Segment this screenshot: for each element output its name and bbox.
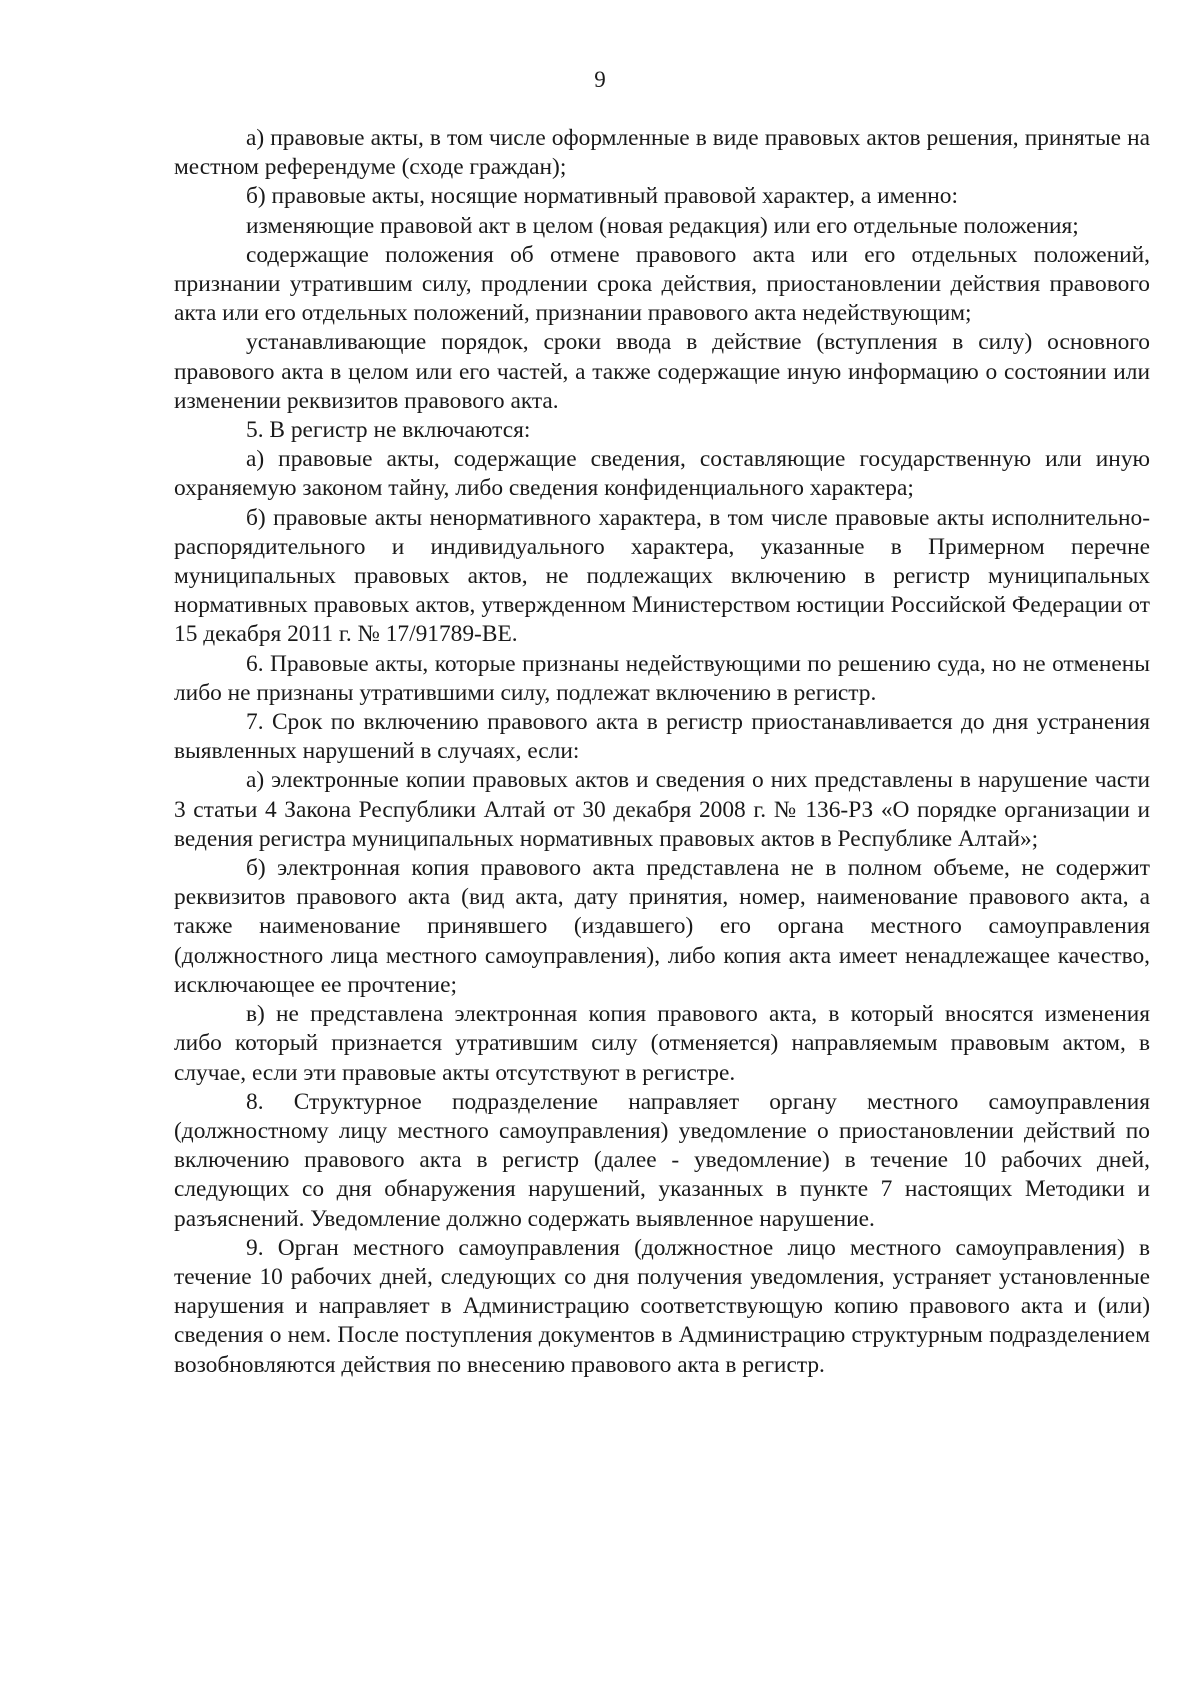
paragraph-7c-missing-copy: в) не представлена электронная копия правового акта, в который вносятся изменения либо который признается утратившим силу (отменяется) направляемым правовым актом, в случае, если эти правовые акты отсутствуют в регистре. [174, 1001, 1150, 1086]
paragraph-1b-normative-acts: б) правовые акты, носящие нормативный правовой характер, а именно: [246, 183, 958, 210]
paragraph-7-suspension: 7. Срок по включению правового акта в регистр приостанавливается до дня устранения выявленных нарушений в случаях, если: [174, 709, 1150, 765]
paragraph-repeal-provisions: содержащие положения об отмене правового акта или его отдельных положений, признании утратившим силу, продлении срока действия, приостановлении действия правового акта или его отдельных положений, признании правового акта недействующим; [174, 241, 1150, 327]
paragraph-5b-non-normative-acts: б) правовые акты ненормативного характера, в том числе правовые акты исполнительно-распорядительного и индивидуального характера, указанные в Примерном перечне муниципальных правовых актов, не подлежащих включению в регистр муниципальных нормативных правовых актов, утвержденном Министерством юстиции Российской Федерации от 15 декабря 2011 г. № 17/91789-ВЕ. [174, 504, 1150, 648]
paragraph-5-heading: 5. В регистр не включаются: [246, 417, 531, 444]
paragraph-7b-incomplete-copy: б) электронная копия правового акта представлена не в полном объеме, не содержит реквизитов правового акта (вид акта, дату принятия, номер, наименование правового акта, а также наименование принявшего (издавшего) его органа местного самоуправления (должностного лица местного самоуправления), либо копия акта имеет ненадлежащее качество, исключающее ее прочтение; [174, 855, 1150, 998]
paragraph-6-invalid-acts: 6. Правовые акты, которые признаны недействующими по решению суда, но не отменены либо не признаны утратившими силу, подлежат включению в регистр. [174, 650, 1150, 706]
paragraph-7a-electronic-copies: а) электронные копии правовых актов и сведения о них представлены в нарушение части 3 статьи 4 Закона Республики Алтай от 30 декабря 2008 г. № 136-РЗ «О порядке организации и ведения регистра муниципальных нормативных правовых актов в Республике Алтай»; [174, 767, 1150, 852]
paragraph-entry-into-force: устанавливающие порядок, сроки ввода в действие (вступления в силу) основного правового акта в целом или его частей, а также содержащие иную информацию о состоянии или изменении реквизитов правового акта. [174, 329, 1150, 414]
paragraph-amending-acts: изменяющие правовой акт в целом (новая редакция) или его отдельные положения; [246, 212, 1079, 239]
document-body [174, 124, 1150, 1380]
paragraph-8-notification: 8. Структурное подразделение направляет органу местного самоуправления (должностному лицу местного самоуправления) уведомление о приостановлении действий по включению правового акта в регистр (далее - уведомление) в течение 10 рабочих дней, следующих со дня обнаружения нарушений, указанных в пункте 7 настоящих Методики и разъяснений. Уведомление должно содержать выявленное нарушение. [174, 1088, 1150, 1232]
page-number: 9 [594, 67, 606, 92]
paragraph-1a-legal-acts-referendum: а) правовые акты, в том числе оформленные в виде правовых актов решения, принятые на местном референдуме (сходе граждан); [174, 125, 1150, 181]
paragraph-5a-secret-acts: а) правовые акты, содержащие сведения, составляющие государственную или иную охраняемую законом тайну, либо сведения конфиденциального характера; [174, 446, 1150, 502]
paragraph-9-remediation: 9. Орган местного самоуправления (должностное лицо местного самоуправления) в течение 10 рабочих дней, следующих со дня получения уведомления, устраняет установленные нарушения и направляет в Администрацию соответствующую копию правового акта и (или) сведения о нем. После поступления документов в Администрацию структурным подразделением возобновляются действия по внесению правового акта в регистр. [174, 1234, 1150, 1378]
